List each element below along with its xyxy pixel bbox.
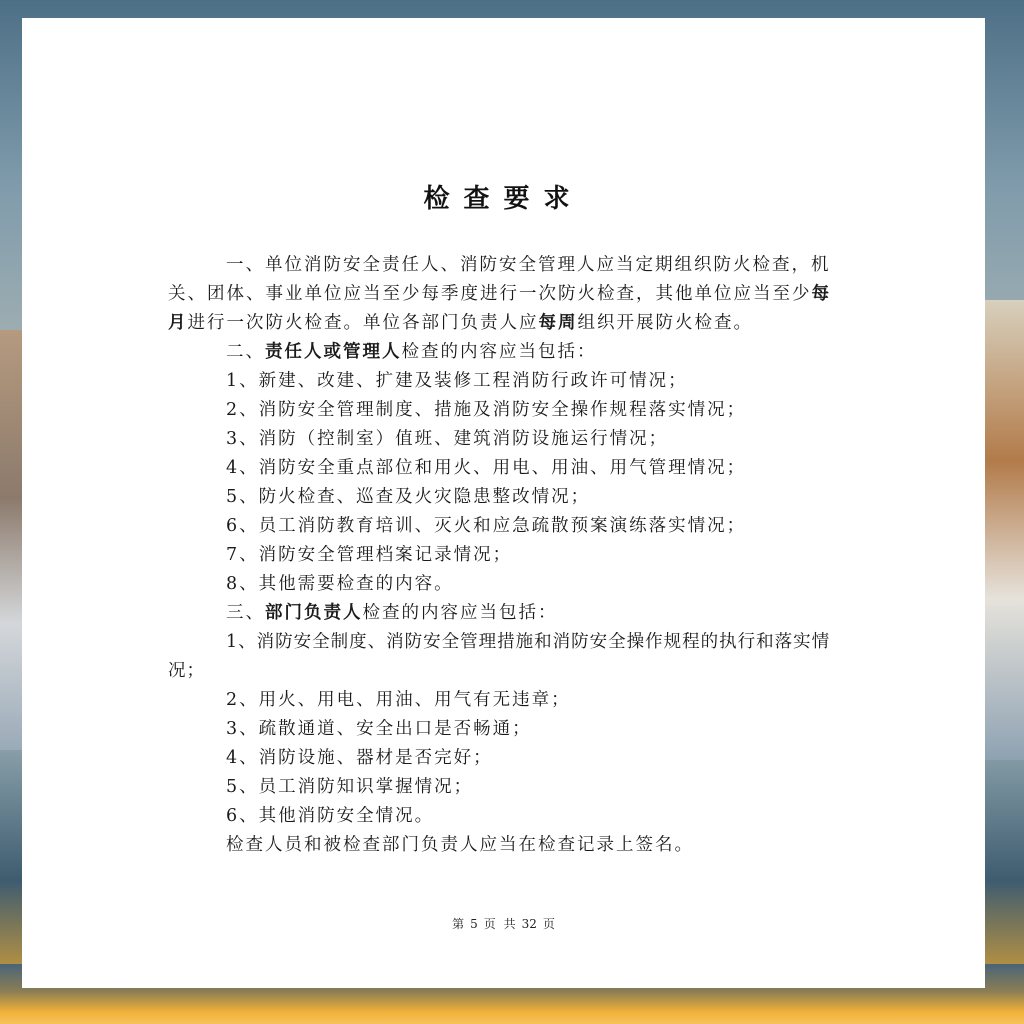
section-3-bold: 部门负责人 (265, 603, 363, 623)
page-title: 检查要求 (423, 184, 584, 214)
section-2-item: 2、消防安全管理制度、措施及消防安全操作规程落实情况； (226, 400, 747, 420)
footer-total-pages: 32 (521, 917, 537, 931)
section-1-text-b: 进行一次防火检查。单位各部门负责人应 (187, 313, 539, 333)
footer-page-mid: 页 共 (483, 917, 516, 931)
section-1-bold-weekly: 每周 (538, 313, 578, 333)
section-2-item: 3、消防（控制室）值班、建筑消防设施运行情况； (226, 429, 669, 449)
document-page (22, 18, 985, 988)
page-footer (22, 915, 985, 932)
section-3-item: 6、其他消防安全情况。 (226, 806, 435, 826)
closing-sentence: 检查人员和被检查部门负责人应当在检查记录上签名。 (226, 835, 694, 855)
section-3-item: 2、用火、用电、用油、用气有无违章； (226, 690, 571, 710)
footer-page-prefix: 第 (452, 917, 465, 931)
section-2-bold: 责任人或管理人 (265, 342, 402, 362)
section-3-suffix: 检查的内容应当包括： (362, 603, 558, 623)
section-2-item: 4、消防安全重点部位和用火、用电、用油、用气管理情况； (226, 458, 747, 478)
section-3-prefix: 三、 (226, 603, 265, 623)
section-2-item: 5、防火检查、巡查及火灾隐患整改情况； (226, 487, 591, 507)
section-2-item: 8、其他需要检查的内容。 (226, 574, 454, 594)
footer-page-number: 5 (470, 917, 478, 931)
background-mountain-right (984, 300, 1024, 760)
document-body (168, 251, 848, 860)
section-2-prefix: 二、 (226, 342, 265, 362)
section-2-heading (168, 338, 848, 367)
section-3-item: 3、疏散通道、安全出口是否畅通； (226, 719, 532, 739)
section-3-item: 4、消防设施、器材是否完好； (226, 748, 493, 768)
section-3-item: 5、员工消防知识掌握情况； (226, 777, 474, 797)
section-2-item: 1、新建、改建、扩建及装修工程消防行政许可情况； (226, 371, 688, 391)
section-3-item: 1、消防安全制度、消防安全管理措施和消防安全操作规程的执行和落实情况； (168, 632, 831, 681)
section-2-item: 6、员工消防教育培训、灭火和应急疏散预案演练落实情况； (226, 516, 747, 536)
section-1-bold-monthly: 每月 (168, 284, 831, 333)
section-1-text-c: 组织开展防火检查。 (577, 313, 753, 333)
section-1-text-a: 一、单位消防安全责任人、消防安全管理人应当定期组织防火检查，机关、团体、事业单位应当至少每季度进行一次防火检查，其他单位应当至少 (168, 255, 831, 304)
section-3-heading (168, 599, 848, 628)
footer-page-suffix: 页 (542, 917, 555, 931)
section-2-suffix: 检查的内容应当包括： (401, 342, 597, 362)
section-1-paragraph (168, 251, 848, 338)
section-2-item: 7、消防安全管理档案记录情况； (226, 545, 513, 565)
